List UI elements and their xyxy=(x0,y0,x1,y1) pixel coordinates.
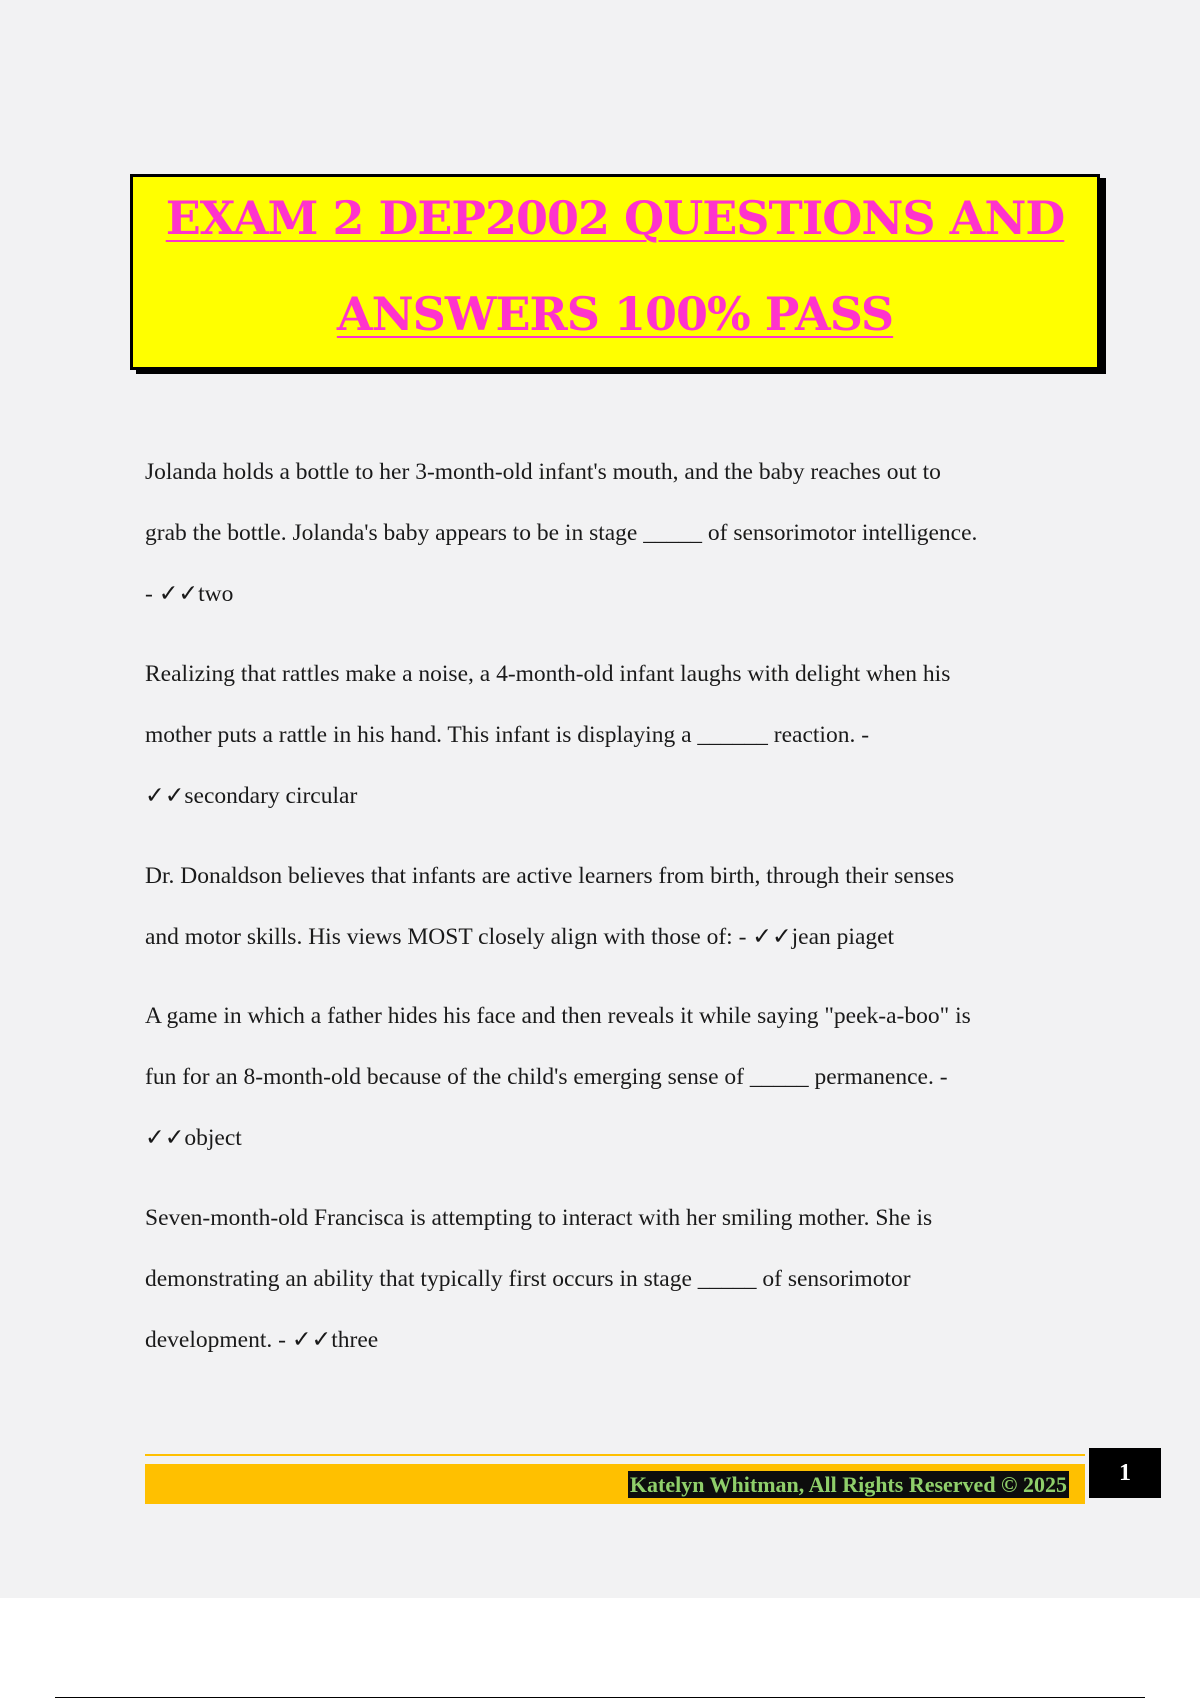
title-line-2: ANSWERS 100% PASS xyxy=(336,287,894,341)
copyright-notice: Katelyn Whitman, All Rights Reserved © 2025 xyxy=(629,1472,1067,1497)
qa-item-1 xyxy=(145,442,1105,625)
qa-item-4 xyxy=(145,986,1105,1169)
title-box xyxy=(130,174,1100,370)
qa-line: and motor skills. His views MOST closely align with those of: - ✓✓jean piaget xyxy=(145,924,895,950)
qa-line: fun for an 8-month-old because of the child's emerging sense of _____ permanence. - xyxy=(145,1064,948,1090)
qa-line: - ✓✓two xyxy=(145,581,234,607)
bottom-rule xyxy=(55,1697,1145,1698)
qa-line: ✓✓secondary circular xyxy=(145,783,358,809)
qa-line: ✓✓object xyxy=(145,1125,242,1151)
qa-line: demonstrating an ability that typically first occurs in stage _____ of sensorimotor xyxy=(145,1266,911,1292)
qa-item-2 xyxy=(145,644,1105,827)
title-line-1: EXAM 2 DEP2002 QUESTIONS AND xyxy=(165,191,1065,245)
qa-item-5 xyxy=(145,1188,1105,1371)
qa-line: A game in which a father hides his face and then reveals it while saying "peek-a-boo" is xyxy=(145,1003,971,1029)
qa-item-3 xyxy=(145,846,1105,968)
qa-line: mother puts a rattle in his hand. This infant is displaying a ______ reaction. - xyxy=(145,722,870,748)
footer-bar xyxy=(145,1464,1085,1504)
qa-line: Realizing that rattles make a noise, a 4-month-old infant laughs with delight when his xyxy=(145,661,951,687)
footer-rule xyxy=(145,1454,1085,1456)
qa-line: Jolanda holds a bottle to her 3-month-old infant's mouth, and the baby reaches out to xyxy=(145,459,941,485)
qa-line: Dr. Donaldson believes that infants are active learners from birth, through their senses xyxy=(145,863,955,889)
qa-line: development. - ✓✓three xyxy=(145,1327,379,1353)
page-number: 1 xyxy=(1089,1448,1161,1498)
qa-line: grab the bottle. Jolanda's baby appears to be in stage _____ of sensorimotor intelligence. xyxy=(145,520,978,546)
qa-line: Seven-month-old Francisca is attempting to interact with her smiling mother. She is xyxy=(145,1205,933,1231)
